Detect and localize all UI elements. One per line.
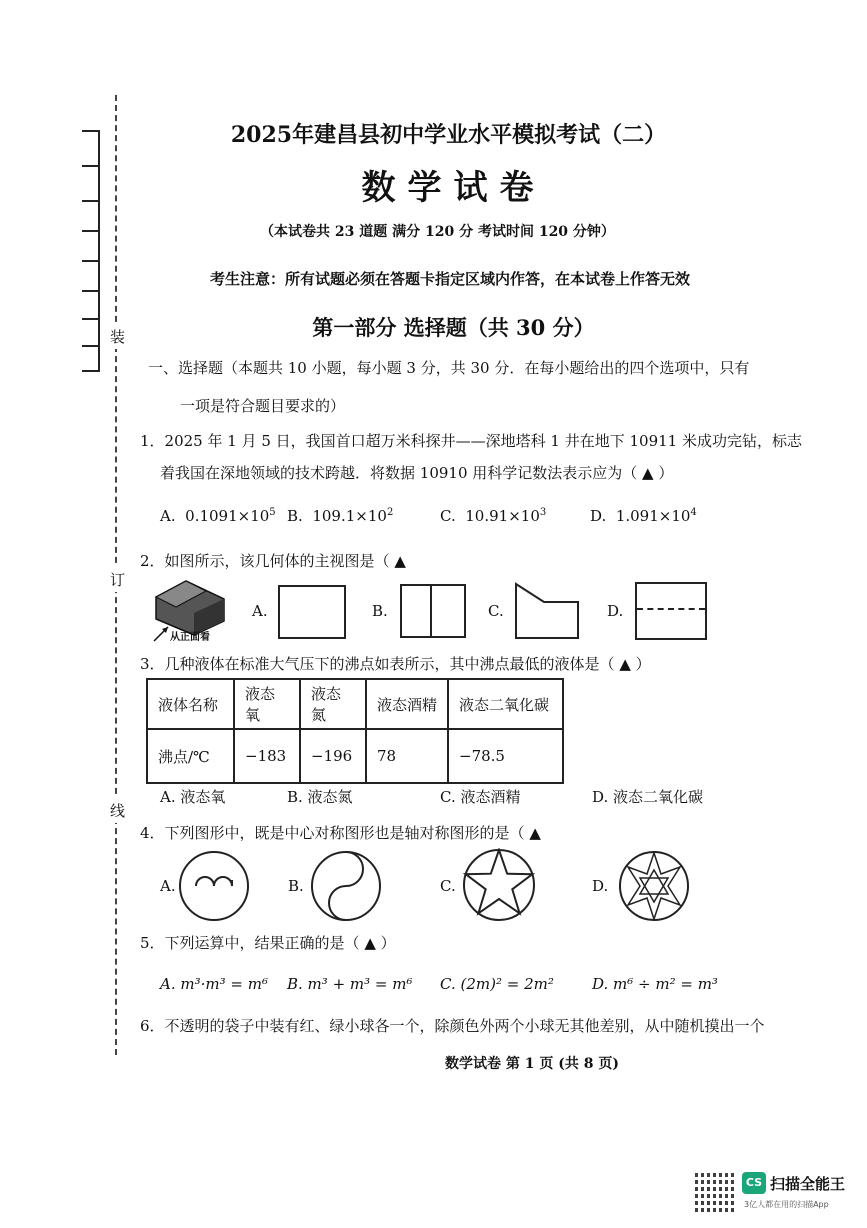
table-cell: −183 xyxy=(234,729,300,783)
boiling-point-table xyxy=(146,678,564,784)
q1-option-b: B. $109.1\times 10^2$ xyxy=(287,507,394,525)
q3-stem: 3．几种液体在标准大气压下的沸点如表所示，其中沸点最低的液体是（ ▲ ） xyxy=(140,655,651,673)
q2-label-a: A. xyxy=(252,602,268,620)
q2-option-c-figure xyxy=(512,580,584,642)
section-instruction-2: 一项是符合题目要求的） xyxy=(180,397,346,415)
q5-option-a: A. m³·m³ = m⁶ xyxy=(160,975,268,993)
q5-option-d: D. m⁶ ÷ m² = m³ xyxy=(592,975,718,993)
q2-option-b-figure xyxy=(400,584,466,638)
q2-stem: 2．如图所示，该几何体的主视图是（ ▲ xyxy=(140,552,406,570)
binding-label-xian: 线 xyxy=(110,798,125,823)
q4-option-d-figure xyxy=(618,850,690,922)
q2-label-d: D. xyxy=(607,602,624,620)
q3-option-b: B. 液态氮 xyxy=(287,788,353,806)
q2-option-a-figure xyxy=(278,585,346,639)
table-cell: 液态二氧化碳 xyxy=(448,679,563,729)
q5-option-c: C. (2m)² = 2m² xyxy=(440,975,554,993)
binding-tick xyxy=(82,290,100,292)
table-cell: 沸点/℃ xyxy=(147,729,234,783)
q4-option-c-figure xyxy=(462,848,536,922)
q1-stem-line1: 1．2025 年 1 月 5 日，我国首口超万米科探井——深地塔科 1 井在地下 10911 米成功完钻，标志 xyxy=(140,432,802,450)
q1-option-d: D. $1.091\times 10^4$ xyxy=(590,507,697,525)
binding-tick xyxy=(82,230,100,232)
binding-label-zhuang: 装 xyxy=(110,324,125,349)
q3-option-a: A. 液态氧 xyxy=(160,788,226,806)
section-instruction: 一、选择题（本题共 10 小题，每小题 3 分，共 30 分．在每小题给出的四个选项中，只有 xyxy=(148,359,750,377)
exam-title: 2025年建昌县初中学业水平模拟考试（二） xyxy=(230,122,667,148)
binding-tick xyxy=(82,345,100,347)
q4-label-b: B. xyxy=(288,877,304,895)
q4-label-c: C. xyxy=(440,877,456,895)
scanner-logo: CS xyxy=(742,1172,766,1194)
binding-tick xyxy=(82,260,100,262)
q5-option-b: B. m³ + m³ = m⁶ xyxy=(287,975,413,993)
view-direction-caption: 从正面看 xyxy=(170,632,210,643)
binding-label-ding: 订 xyxy=(110,567,125,592)
exam-notice: 考生注意：所有试题必须在答题卡指定区域内作答，在本试卷上作答无效 xyxy=(210,270,691,288)
q1-option-a: A. $0.1091\times 10^5$ xyxy=(160,507,276,525)
table-cell: 78 xyxy=(366,729,448,783)
binding-tick xyxy=(82,370,100,372)
q4-stem: 4．下列图形中，既是中心对称图形也是轴对称图形的是（ ▲ xyxy=(140,824,541,842)
q1-option-c: C. $10.91\times 10^3$ xyxy=(440,507,547,525)
q5-stem: 5．下列运算中，结果正确的是（ ▲ ） xyxy=(140,934,396,952)
q4-option-a-figure xyxy=(178,850,250,922)
qr-code xyxy=(695,1170,737,1212)
scanner-app-name: 扫描全能王 xyxy=(770,1175,846,1193)
q3-option-d: D. 液态二氧化碳 xyxy=(592,788,704,806)
q1-stem-line2: 着我国在深地领域的技术跨越．将数据 10910 用科学记数法表示应为（ ▲ ） xyxy=(160,464,674,482)
exam-info: （本试卷共 23 道题 满分 120 分 考试时间 120 分钟） xyxy=(260,224,615,240)
table-cell: 液态氮 xyxy=(300,679,366,729)
subject-title: 数学试卷 xyxy=(361,168,546,208)
table-cell: 液体名称 xyxy=(147,679,234,729)
table-cell: 液态酒精 xyxy=(366,679,448,729)
table-header-row xyxy=(147,679,563,729)
table-cell: −78.5 xyxy=(448,729,563,783)
q4-label-d: D. xyxy=(592,877,609,895)
q2-label-b: B. xyxy=(372,602,388,620)
table-row xyxy=(147,729,563,783)
table-cell: 液态氧 xyxy=(234,679,300,729)
q4-label-a: A. xyxy=(160,877,176,895)
q6-stem-line1: 6．不透明的袋子中装有红、绿小球各一个，除颜色外两个小球无其他差别，从中随机摸出一个 xyxy=(140,1017,765,1035)
table-cell: −196 xyxy=(300,729,366,783)
page-footer: 数学试卷 第 1 页 (共 8 页) xyxy=(445,1056,619,1072)
q2-option-d-figure xyxy=(635,582,707,640)
q4-option-b-figure xyxy=(310,850,382,922)
q2-label-c: C. xyxy=(488,602,504,620)
part-title: 第一部分 选择题（共 30 分） xyxy=(312,315,595,340)
q3-option-c: C. 液态酒精 xyxy=(440,788,521,806)
scanner-tagline: 3亿人都在用的扫描App xyxy=(744,1200,829,1209)
